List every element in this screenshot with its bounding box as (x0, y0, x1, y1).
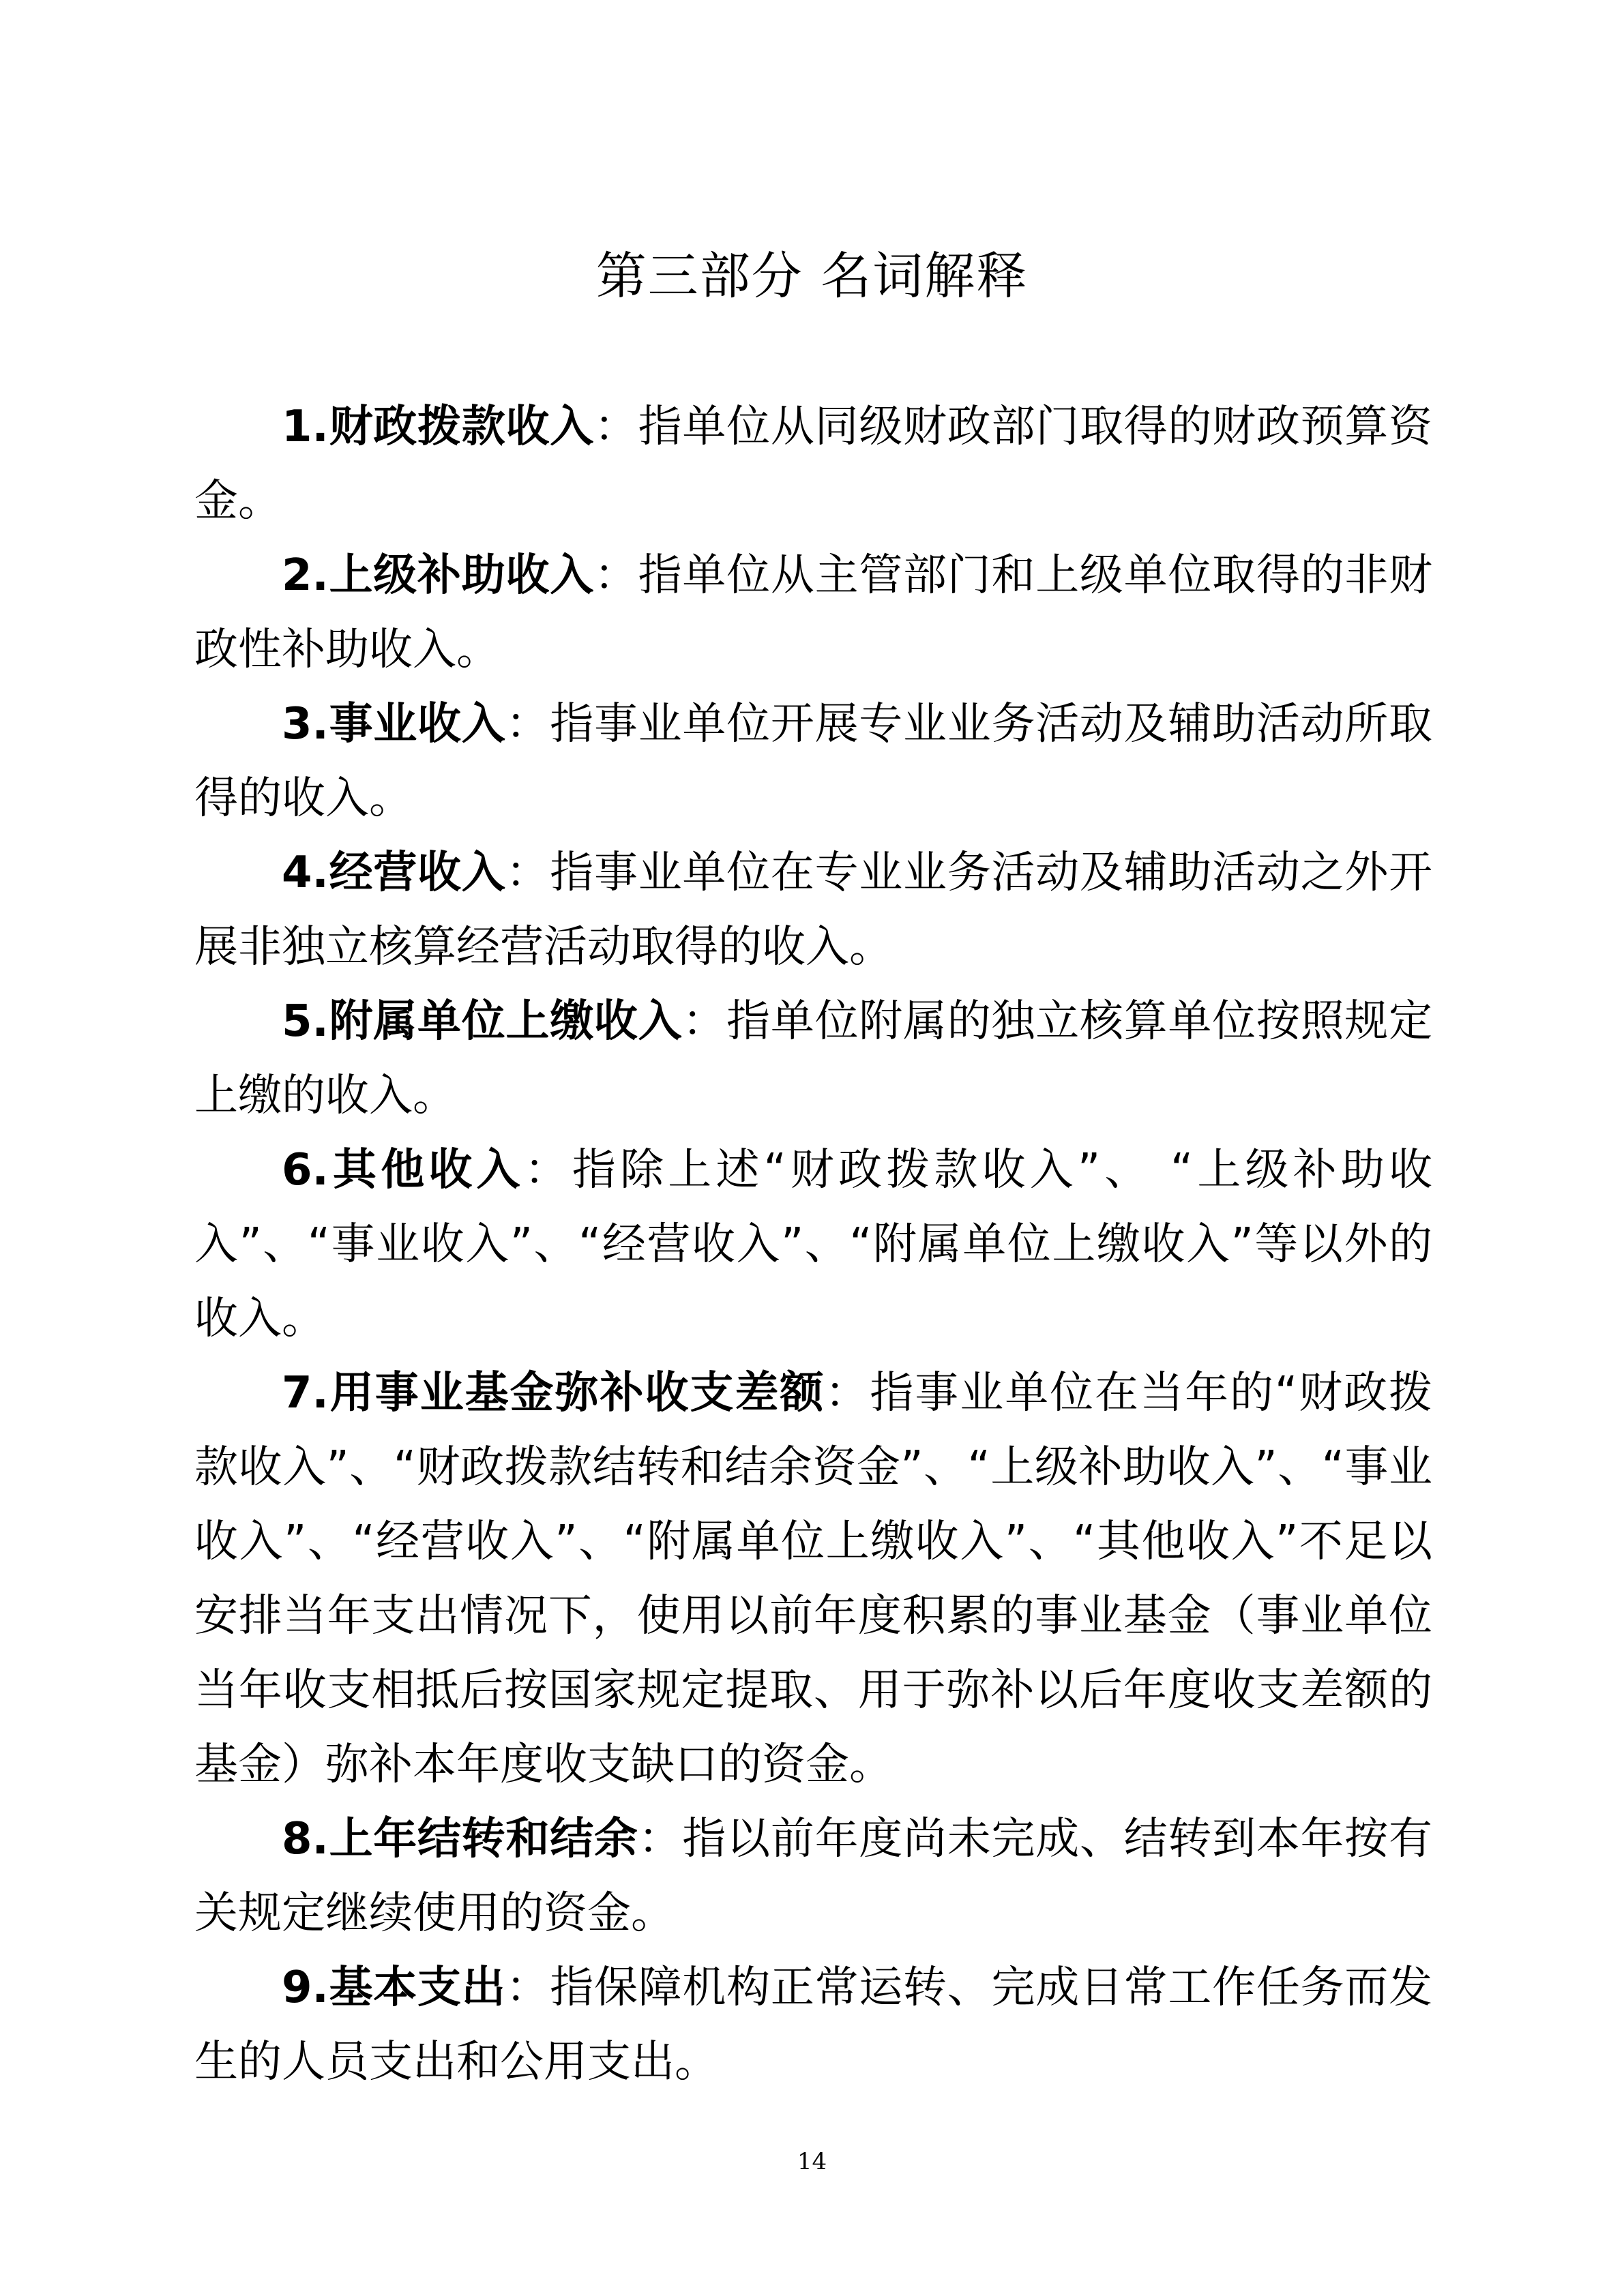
definition-text: 指保障机构正常运转、完成日常工作任务而发生的人员支出和公用支出。 (194, 1963, 1433, 2087)
definitions-list (194, 390, 1432, 2100)
definition-term: 4.经营收入 (282, 848, 506, 898)
definition-term: 1.财政拨款收入 (282, 402, 594, 452)
definition-item (194, 1356, 1432, 1802)
definition-item (194, 687, 1432, 836)
definition-term: 2.上级补助收入 (282, 550, 594, 601)
definition-term: 9.基本支出 (282, 1963, 506, 2013)
definition-term: 3.事业收入 (282, 699, 506, 749)
definition-text: 指单位从主管部门和上级单位取得的非财政性补助收入。 (194, 550, 1433, 675)
definition-text: 指除上述“财政拨款收入”、 “上级补助收入”、“事业收入”、“经营收入”、“附属单位上缴收入”等以外的收入。 (194, 1145, 1433, 1344)
definition-item (194, 1802, 1432, 1951)
term-separator: ： (593, 402, 638, 452)
definition-text: 指单位附属的独立核算单位按照规定上缴的收入。 (194, 996, 1433, 1121)
definition-item (194, 836, 1432, 985)
definition-term: 5.附属单位上缴收入 (282, 996, 683, 1047)
definition-term: 8.上年结转和结余 (282, 1814, 638, 1864)
term-separator: ： (825, 1368, 870, 1418)
definition-item (194, 539, 1432, 687)
page-title: 第三部分 名词解释 (595, 247, 1029, 305)
definition-text: 指单位从同级财政部门取得的财政预算资金。 (194, 402, 1433, 526)
definition-text: 指事业单位开展专业业务活动及辅助活动所取得的收入。 (194, 699, 1433, 824)
term-separator: ： (638, 1814, 683, 1864)
page-number: 14 (797, 2148, 827, 2175)
definition-item (194, 985, 1432, 1133)
definition-text: 指以前年度尚未完成、结转到本年按有关规定继续使用的资金。 (194, 1814, 1433, 1939)
term-separator: ： (505, 848, 550, 898)
definition-term: 6.其他收入 (282, 1145, 525, 1195)
definition-item (194, 390, 1432, 539)
definition-item (194, 1951, 1432, 2100)
definition-text: 指事业单位在专业业务活动及辅助活动之外开展非独立核算经营活动取得的收入。 (194, 848, 1433, 972)
definition-item (194, 1133, 1432, 1356)
definition-text: 指事业单位在当年的“财政拨款收入”、“财政拨款结转和结余资金”、“上级补助收入”、“事业收入”、“经营收入”、“附属单位上缴收入”、“其他收入”不足以安排当年支出情况下，使用以前年度积累的事业基金（事业单位当年收支相抵后按国家规定提取、用于弥补以后年度收支差额的基金）弥补本年度收支缺口的资金。 (194, 1368, 1433, 1790)
definition-term: 7.用事业基金弥补收支差额 (282, 1368, 825, 1418)
term-separator: ： (505, 699, 550, 749)
term-separator: ： (593, 550, 638, 601)
term-separator: ： (682, 996, 727, 1047)
term-separator: ： (524, 1145, 572, 1195)
term-separator: ： (505, 1963, 550, 2013)
